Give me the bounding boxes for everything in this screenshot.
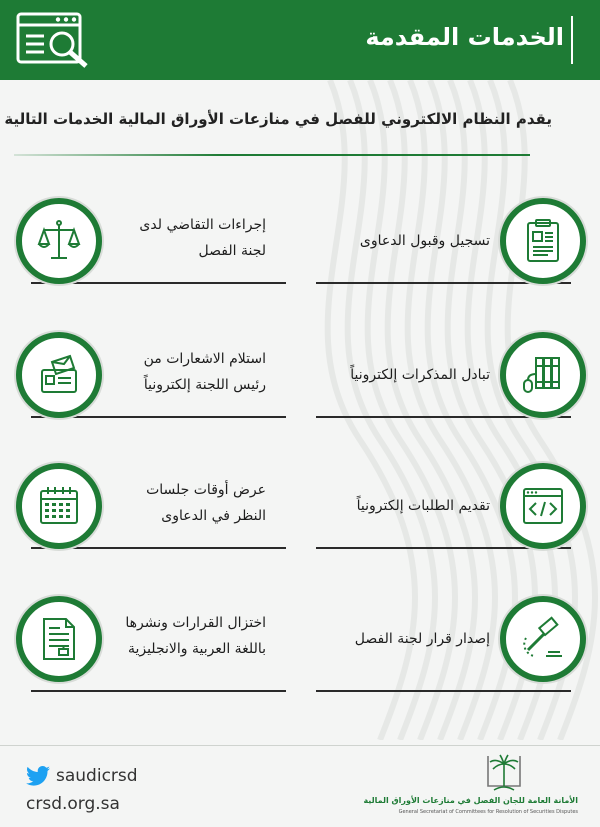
calendar-icon — [36, 483, 82, 529]
header-banner — [0, 0, 600, 80]
social-links — [26, 766, 138, 814]
website-link[interactable]: crsd.org.sa — [26, 794, 120, 814]
twitter-link[interactable] — [26, 766, 138, 786]
intro-divider — [14, 154, 530, 156]
intro-text: يقدم النظام الالكتروني للفصل في منازعات الأوراق المالية الخدمات التالية — [4, 110, 552, 128]
logo-english-text: General Secretariat of Committees for Resolution of Securities Disputes — [398, 809, 578, 815]
service-session-times — [16, 463, 286, 573]
service-publish-decisions — [16, 596, 286, 706]
code-window-icon — [520, 483, 566, 529]
service-label: تبادل المذكرات إلكترونياً — [350, 367, 490, 383]
service-label: عرض أوقات جلسات النظر في الدعاوى — [146, 482, 266, 524]
search-document-icon — [14, 10, 94, 70]
binders-mouse-icon — [520, 352, 566, 398]
service-label: تسجيل وقبول الدعاوى — [359, 233, 490, 249]
service-exchange-memos — [316, 332, 586, 442]
gavel-icon — [520, 616, 566, 662]
service-issue-decision — [316, 596, 586, 706]
service-label: استلام الاشعارات من رئيس اللجنة إلكترونياً — [143, 351, 266, 393]
service-receive-notifications — [16, 332, 286, 442]
page-title: الخدمات المقدمة — [365, 23, 564, 51]
twitter-icon — [26, 766, 50, 786]
service-label: تقديم الطلبات إلكترونياً — [356, 498, 490, 514]
service-label: إصدار قرار لجنة الفصل — [354, 631, 490, 647]
palm-tree-logo-icon — [482, 752, 526, 792]
mail-card-icon — [36, 352, 82, 398]
footer-divider — [0, 745, 600, 746]
clipboard-icon — [520, 218, 566, 264]
logo-arabic-text: الأمانة العامة للجان الفصل في منازعات الأوراق المالية — [363, 796, 578, 805]
service-submit-requests — [316, 463, 586, 573]
document-stamp-icon — [36, 616, 82, 662]
service-label: اختزال القرارات ونشرها باللغة العربية والانجليزية — [125, 615, 266, 657]
twitter-handle: saudicrsd — [56, 766, 138, 786]
scales-icon — [36, 218, 82, 264]
crsd-logo — [363, 752, 578, 822]
service-label: إجراءات التقاضي لدى لجنة الفصل — [139, 217, 266, 259]
header-divider — [571, 16, 573, 64]
service-litigation-procedures — [16, 198, 286, 308]
service-register-claims — [316, 198, 586, 308]
